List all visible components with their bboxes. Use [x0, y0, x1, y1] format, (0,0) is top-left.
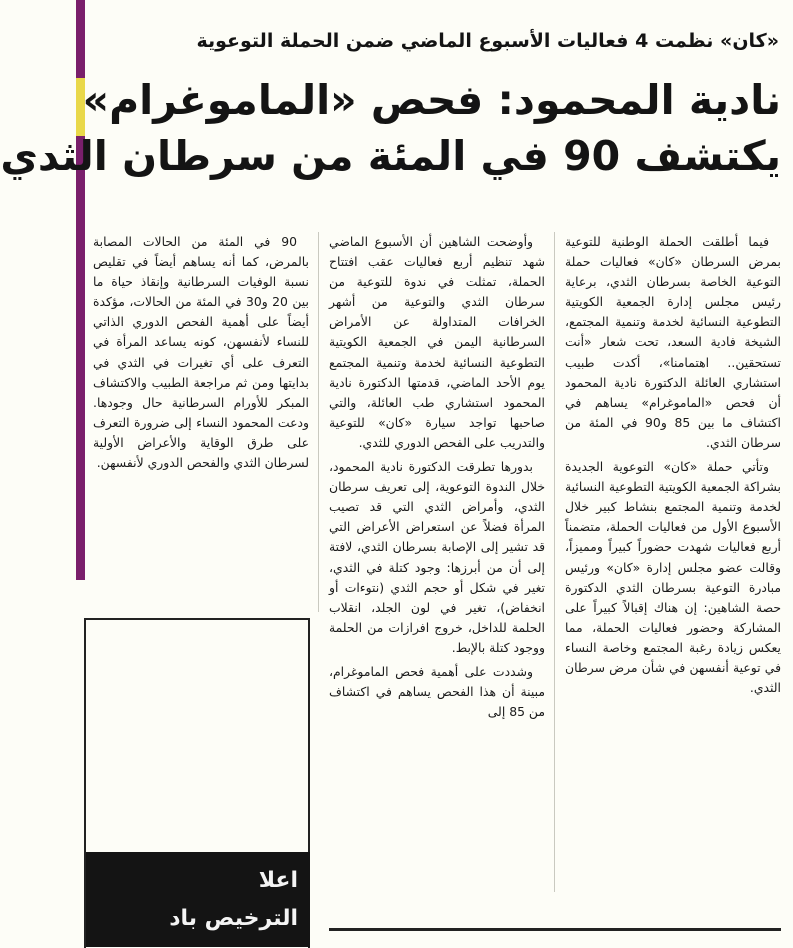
- article-kicker: «كان» نظمت 4 فعاليات الأسبوع الماضي ضمن الحملة التوعوية: [196, 30, 779, 52]
- headline-line-1: نادية المحمود: فحص «الماموغرام»: [82, 76, 781, 124]
- article-column-1: [565, 232, 781, 702]
- paragraph: وأوضحت الشاهين أن الأسبوع الماضي شهد تنظيم أربع فعاليات عقب افتتاح الحملة، تمثلت في ندوة للتوعية من سرطان الثدي والتوعية من أشهر الخرافات المتداولة عن الأمراض السرطانية اليمن في الجمعية الكويتية التطوعية النسائية لخدمة وتنمية المجتمع يوم الأحد الماضي، قدمتها الدكتورة نادية المحمود استشاري طب العائلة، والتي صاحبها تواجد سيارة «كان» للتوعية والتدريب على الفحص الدوري للثدي.: [329, 234, 545, 450]
- headline-line-2: يكتشف 90 في المئة من سرطان الثدي: [0, 132, 781, 180]
- paragraph: وشددت على أهمية فحص الماموغرام، مبينة أن هذا الفحص يساهم في اكتشاف من 85 إلى: [329, 663, 545, 720]
- advertisement-banner: [86, 852, 310, 947]
- paragraph: 90 في المئة من الحالات المصابة بالمرض، كما أنه يساهم أيضاً في تقليص نسبة الوفيات السرطانية وإنقاذ حياة ما بين 20 و30 في المئة من الحالات، مؤكدة أيضاً على أهمية الفحص الدوري الذاتي للنساء لأنفسهن، كونه يساعد المرأة في التعرف على أي تغيرات في الثدي في بدايتها ومن ثم مراجعة الطبيب والاكتشاف المبكر للأورام السرطانية حال وجودها. ودعت المحمود النساء إلى ضرورة التعرف على طرق الوقاية والأعراض الأولية لسرطان الثدي والفحص الدوري لأنفسهن.: [93, 234, 309, 471]
- column-divider: [318, 232, 319, 612]
- paragraph: بدورها تطرقت الدكتورة نادية المحمود، خلال الندوة التوعوية، إلى تعريف سرطان الثدي، وأمراض الثدي التي قد تصيب المرأة فضلاً عن استعراض الأعراض التي قد تشير إلى الإصابة بسرطان الثدي، لافتة إلى أن من أبرزها: وجود كتلة في الثدي، تغير في شكل أو حجم الثدي (نتوءات أو انخفاض)، تغير في لون الجلد، انقلاب الحلمة للداخل، خروج افرازات من الحلمة ووجود كتلة بالإبط.: [329, 459, 545, 655]
- article-column-3: [93, 232, 309, 477]
- ad-line-2: الترخيص باد: [169, 906, 298, 931]
- article-column-2: [329, 232, 545, 726]
- ad-line-1: اعلا: [258, 868, 298, 893]
- paragraph: فيما أطلقت الحملة الوطنية للتوعية بمرض السرطان «كان» فعاليات حملة التوعية الخاصة بسرطان الثدي، برعاية رئيس مجلس إدارة الجمعية الكويتية التطوعية النسائية لخدمة وتنمية المجتمع، الشيخة فادية السعد، تحت شعار «أنت تستحقين.. اهتمامنا»، أكدت طبيب استشاري العائلة الدكتورة نادية المحمود أن فحص «الماموغرام» يساهم في اكتشاف ما بين 85 و90 في المئة من سرطان الثدي.: [565, 234, 781, 450]
- column-divider: [554, 232, 555, 892]
- article-headline: [0, 72, 781, 184]
- paragraph: وتأتي حملة «كان» التوعوية الجديدة بشراكة الجمعية الكويتية التطوعية النسائية لخدمة وتنمية المجتمع بنشاط كبير خلال الأسبوع الأول من فعاليات الحملة، متضمناً أربع فعاليات شهدت حضوراً كبيراً ومميزاً، وقالت عضو مجلس إدارة «كان» ورئيس مبادرة التوعية بسرطان الثدي الدكتورة حصة الشاهين: إن هناك إقبالاً كبيراً على المشاركة وحضور فعاليات الحملة، مما يعكس زيادة رغبة المجتمع وخاصة النساء في توعية أنفسهن في شأن مرض سرطان الثدي.: [565, 459, 781, 696]
- bottom-rule: [329, 928, 781, 931]
